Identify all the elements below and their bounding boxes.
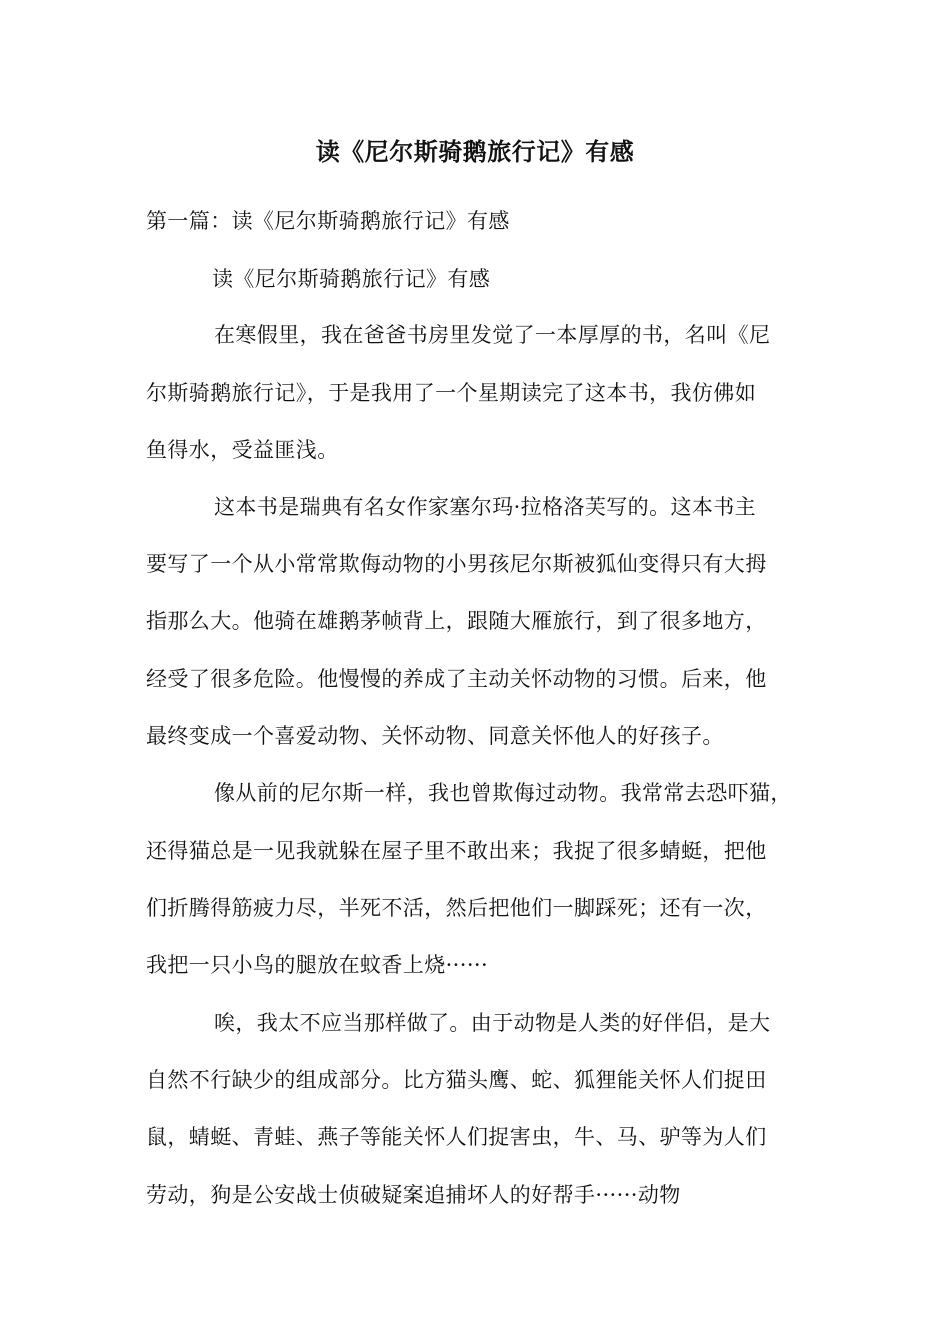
paragraph-line: 指那么大。他骑在雄鹅茅帧背上，跟随大雁旅行，到了很多地方， [146, 609, 767, 633]
paragraph-line: 劳动，狗是公安战士侦破疑案追捕坏人的好帮手······动物 [146, 1183, 681, 1207]
paragraph-line: 像从前的尼尔斯一样，我也曾欺侮过动物。我常常去恐吓猫， [214, 781, 792, 805]
paragraph-line: 鼠，蜻蜓、青蛙、燕子等能关怀人们捉害虫，牛、马、驴等为人们 [146, 1125, 767, 1149]
sub-heading: 读《尼尔斯骑鹅旅行记》有感 [212, 267, 491, 291]
paragraph-line: 们折腾得筋疲力尽，半死不活，然后把他们一脚踩死；还有一次， [146, 896, 767, 920]
paragraph-line: 这本书是瑞典有名女作家塞尔玛·拉格洛芙写的。这本书主 [214, 495, 757, 519]
document-title: 读《尼尔斯骑鹅旅行记》有感 [315, 137, 635, 166]
paragraph-line: 唉，我太不应当那样做了。由于动物是人类的好伴侣，是大 [214, 1011, 771, 1035]
paragraph-line: 还得猫总是一见我就躲在屋子里不敢出来；我捉了很多蜻蜓，把他 [146, 839, 767, 863]
paragraph-line: 自然不行缺少的组成部分。比方猫头鹰、蛇、狐狸能关怀人们捉田 [146, 1068, 767, 1092]
paragraph-line: 经受了很多危险。他慢慢的养成了主动关怀动物的习惯。后来，他 [146, 667, 767, 691]
paragraph-line: 我把一只小鸟的腿放在蚊香上烧······ [146, 953, 489, 977]
paragraph-line: 在寒假里，我在爸爸书房里发觉了一本厚厚的书，名叫《尼 [214, 323, 771, 347]
paragraph-line: 最终变成一个喜爱动物、关怀动物、同意关怀他人的好孩子。 [146, 724, 724, 748]
section-heading: 第一篇：读《尼尔斯骑鹅旅行记》有感 [146, 209, 510, 233]
paragraph-line: 鱼得水，受益匪浅。 [146, 438, 339, 462]
paragraph-line: 要写了一个从小常常欺侮动物的小男孩尼尔斯被狐仙变得只有大拇 [146, 552, 767, 576]
paragraph-line: 尔斯骑鹅旅行记》，于是我用了一个星期读完了这本书，我仿佛如 [146, 381, 757, 405]
